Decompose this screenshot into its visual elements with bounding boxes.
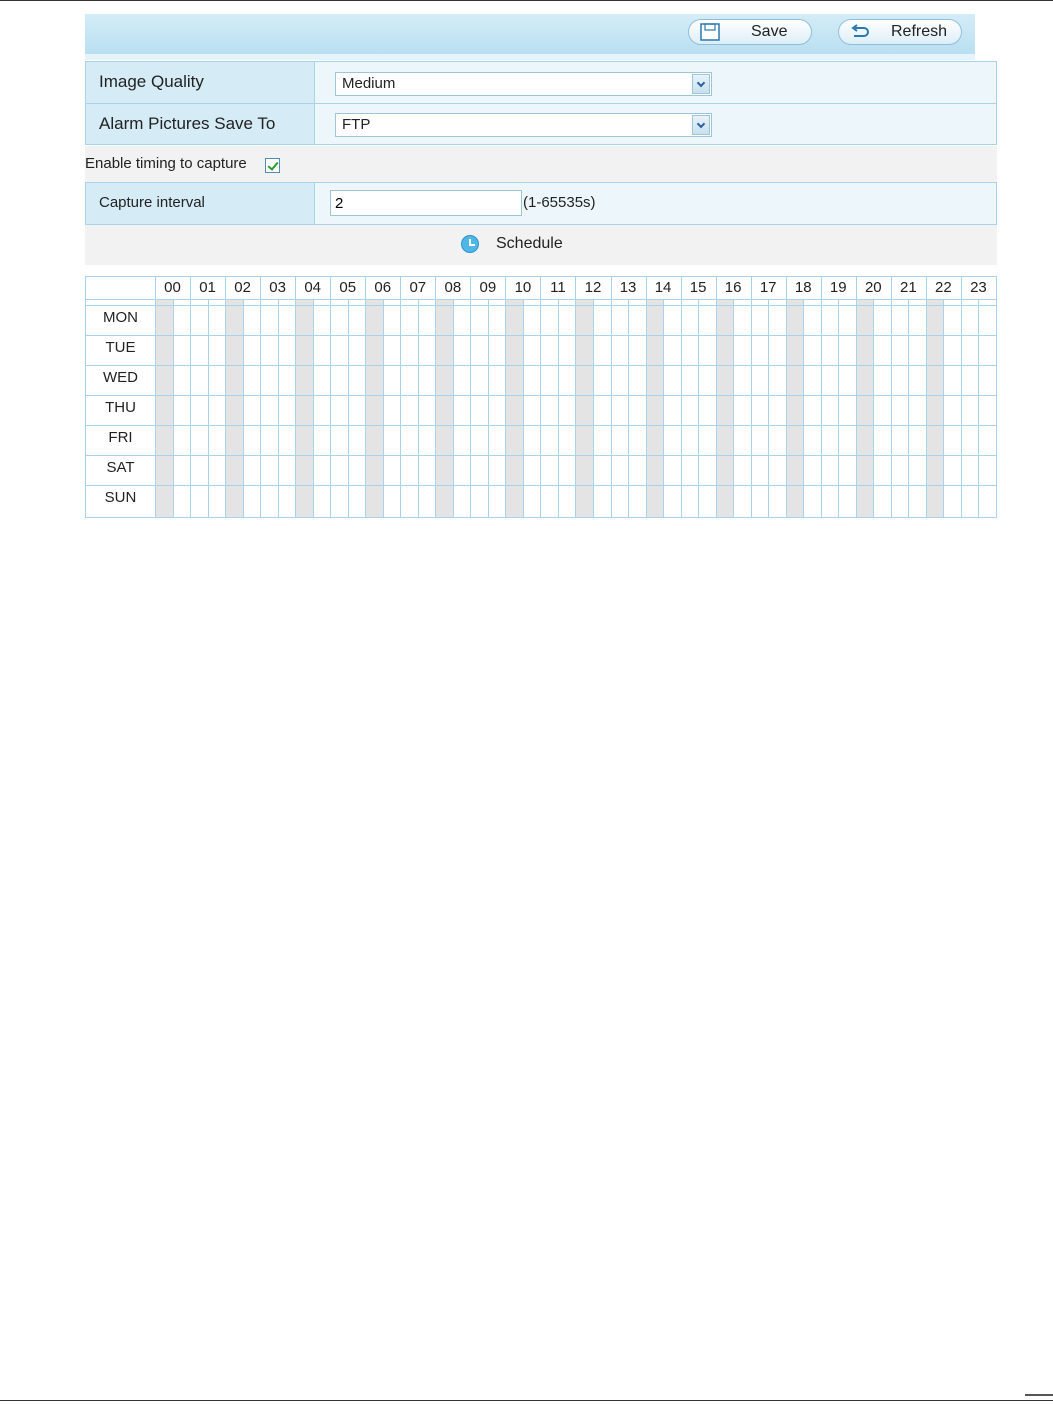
day-label-sun: SUN bbox=[104, 489, 137, 506]
hour-header: 07 bbox=[409, 279, 427, 296]
day-label-wed: WED bbox=[103, 369, 138, 386]
grid-line bbox=[505, 277, 506, 517]
image-quality-row bbox=[86, 62, 996, 103]
grid-line bbox=[821, 277, 822, 517]
refresh-button-label: Refresh bbox=[891, 23, 948, 40]
top-rule bbox=[0, 0, 1053, 1]
hour-header: 14 bbox=[654, 279, 672, 296]
grid-line bbox=[86, 455, 996, 456]
hour-header: 16 bbox=[724, 279, 742, 296]
grid-line bbox=[716, 277, 717, 517]
toolbar bbox=[85, 14, 975, 54]
hour-header: 19 bbox=[829, 279, 847, 296]
hour-header: 01 bbox=[199, 279, 216, 296]
hour-header: 23 bbox=[970, 279, 987, 296]
grid-line bbox=[86, 365, 996, 366]
grid-line bbox=[86, 299, 996, 300]
grid-line bbox=[856, 277, 857, 517]
grid-line bbox=[646, 277, 647, 517]
grid-line bbox=[400, 277, 401, 517]
grid-line bbox=[435, 277, 436, 517]
hour-header: 15 bbox=[689, 279, 707, 296]
grid-line bbox=[996, 277, 997, 517]
enable-timing-row bbox=[85, 146, 997, 182]
alarm-save-to-label: Alarm Pictures Save To bbox=[86, 104, 315, 144]
save-icon bbox=[699, 23, 721, 41]
day-label-fri: FRI bbox=[108, 429, 133, 446]
hour-header: 22 bbox=[935, 279, 952, 296]
grid-line bbox=[86, 305, 996, 306]
capture-interval-row bbox=[86, 183, 996, 224]
hour-header: 02 bbox=[234, 279, 251, 296]
hour-header: 10 bbox=[514, 279, 532, 296]
bottom-rule-mark bbox=[1025, 1394, 1053, 1396]
grid-line bbox=[330, 277, 331, 517]
grid-line bbox=[155, 277, 156, 517]
chevron-down-icon[interactable] bbox=[692, 115, 710, 135]
alarm-save-to-value: FTP bbox=[342, 116, 371, 133]
toolbar-divider bbox=[85, 54, 975, 60]
day-label-thu: THU bbox=[105, 399, 136, 416]
hour-header: 00 bbox=[164, 279, 181, 296]
hour-header: 08 bbox=[444, 279, 462, 296]
image-quality-value: Medium bbox=[342, 75, 396, 92]
hour-header: 05 bbox=[339, 279, 357, 296]
hour-header: 03 bbox=[269, 279, 286, 296]
hour-header: 11 bbox=[550, 279, 566, 296]
grid-line bbox=[891, 277, 892, 517]
capture-interval-input[interactable] bbox=[330, 190, 522, 216]
grid-line bbox=[681, 277, 682, 517]
alarm-save-to-select[interactable] bbox=[335, 113, 712, 137]
grid-line bbox=[86, 335, 996, 336]
chevron-down-icon[interactable] bbox=[692, 74, 710, 94]
grid-line bbox=[961, 277, 962, 517]
hour-header: 17 bbox=[759, 279, 777, 296]
hour-header: 20 bbox=[864, 279, 882, 296]
image-quality-select[interactable] bbox=[335, 72, 712, 96]
capture-interval-form bbox=[85, 182, 997, 225]
hour-header: 13 bbox=[619, 279, 637, 296]
grid-line bbox=[260, 277, 261, 517]
grid-line bbox=[295, 277, 296, 517]
settings-form bbox=[85, 61, 997, 145]
hour-header: 12 bbox=[584, 279, 602, 296]
hour-header: 04 bbox=[304, 279, 322, 296]
grid-line bbox=[190, 277, 191, 517]
alarm-save-to-row bbox=[86, 104, 996, 144]
grid-line bbox=[926, 277, 927, 517]
clock-icon bbox=[461, 235, 479, 253]
schedule-header bbox=[85, 225, 997, 265]
grid-line bbox=[86, 425, 996, 426]
hour-header: 18 bbox=[794, 279, 812, 296]
hour-header: 06 bbox=[374, 279, 392, 296]
capture-interval-label: Capture interval bbox=[86, 183, 315, 224]
save-button-label: Save bbox=[751, 23, 788, 40]
refresh-icon bbox=[849, 23, 871, 41]
image-quality-label: Image Quality bbox=[86, 62, 315, 103]
bottom-rule bbox=[0, 1400, 1053, 1401]
grid-line bbox=[365, 277, 366, 517]
grid-line bbox=[575, 277, 576, 517]
day-label-mon: MON bbox=[103, 309, 138, 326]
grid-line bbox=[540, 277, 541, 517]
grid-line bbox=[611, 277, 612, 517]
grid-line bbox=[225, 277, 226, 517]
grid-line bbox=[786, 277, 787, 517]
refresh-button[interactable] bbox=[838, 19, 962, 45]
hour-header: 21 bbox=[900, 279, 917, 296]
schedule-title: Schedule bbox=[496, 235, 563, 252]
schedule-grid[interactable] bbox=[85, 276, 997, 518]
enable-timing-label: Enable timing to capture bbox=[85, 155, 247, 172]
capture-interval-hint: (1-65535s) bbox=[523, 194, 596, 211]
grid-line bbox=[470, 277, 471, 517]
grid-line bbox=[86, 395, 996, 396]
hour-header: 09 bbox=[479, 279, 497, 296]
day-label-sat: SAT bbox=[106, 459, 135, 476]
grid-line bbox=[751, 277, 752, 517]
enable-timing-checkbox[interactable] bbox=[265, 158, 280, 173]
day-label-tue: TUE bbox=[105, 339, 136, 356]
save-button[interactable] bbox=[688, 19, 812, 45]
grid-line bbox=[86, 485, 996, 486]
